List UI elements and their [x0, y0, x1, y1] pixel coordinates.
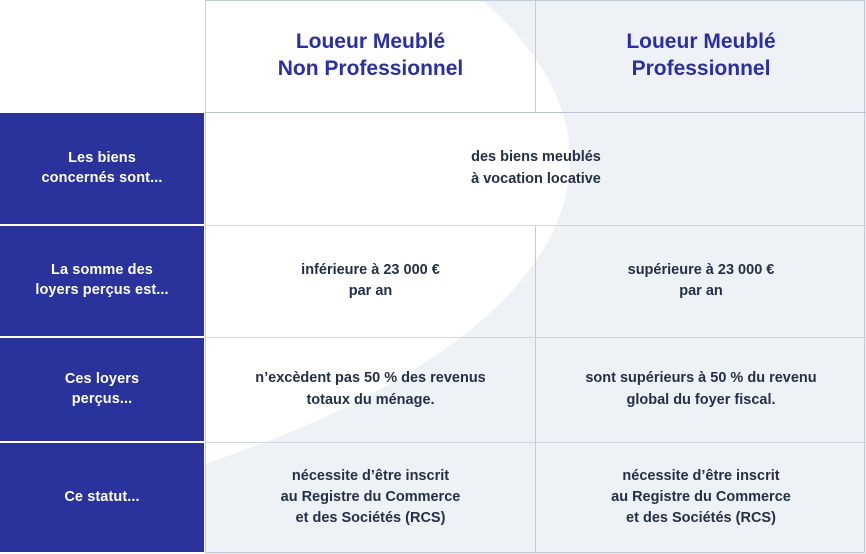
column-header-lmnp-line2: Non Professionnel	[277, 57, 464, 80]
cell-ce-statut-lmp-line1: nécessite d’être inscrit	[622, 467, 780, 484]
cell-somme-loyers-lmnp-line1: inférieure à 23 000 €	[301, 261, 440, 278]
row-label-somme-loyers-line1: La somme des	[51, 262, 153, 279]
cell-ce-statut-lmp-line2: au Registre du Commerce	[611, 488, 791, 505]
cell-ce-statut-lmnp-line3: et des Sociétés (RCS)	[295, 510, 446, 526]
row-label-ce-statut	[0, 443, 204, 552]
row-label-biens-concernes-line1: Les biens	[68, 149, 136, 166]
row-label-ces-loyers-line1: Ces loyers	[64, 370, 140, 387]
cell-somme-loyers-lmp-line1: supérieure à 23 000 €	[627, 261, 775, 278]
row-label-ces-loyers-line2: perçus...	[71, 390, 133, 407]
column-header-lmp-line2: Professionnel	[631, 57, 771, 80]
cell-ces-loyers-lmp-line2: global du foyer fiscal.	[626, 391, 776, 408]
cell-ce-statut-lmp	[536, 443, 866, 552]
row-label-biens-concernes-line2: concernés sont...	[41, 169, 163, 186]
cell-biens-concernes-merged	[206, 113, 866, 224]
row-label-ce-statut-line1: Ce statut...	[64, 488, 140, 505]
cell-ces-loyers-lmp-line1: sont supérieurs à 50 % du revenu	[585, 370, 817, 387]
cell-ce-statut-lmnp	[206, 443, 535, 552]
cell-ces-loyers-lmnp-line2: totaux du ménage.	[306, 391, 435, 408]
cell-somme-loyers-lmnp-line2: par an	[348, 283, 393, 299]
row-label-biens-concernes	[0, 113, 204, 224]
column-header-lmp-line1: Loueur Meublé	[626, 30, 776, 54]
cell-ces-loyers-lmp	[536, 338, 866, 441]
cell-ce-statut-lmp-line3: et des Sociétés (RCS)	[626, 510, 776, 526]
cell-ces-loyers-lmnp-line1: n’excèdent pas 50 % des revenus	[255, 370, 486, 387]
cell-somme-loyers-lmnp	[206, 226, 535, 336]
cell-biens-concernes-line2: à vocation locative	[471, 170, 601, 187]
row-label-ces-loyers	[0, 338, 204, 441]
row-label-somme-loyers-line2: loyers perçus est...	[35, 282, 169, 298]
cell-biens-concernes-line1: des biens meublés	[471, 149, 601, 166]
cell-somme-loyers-lmp-line2: par an	[679, 283, 723, 299]
cell-somme-loyers-lmp	[536, 226, 866, 336]
cell-ce-statut-lmnp-line2: au Registre du Commerce	[280, 488, 461, 505]
cell-ce-statut-lmnp-line1: nécessite d’être inscrit	[291, 467, 450, 484]
column-header-lmnp	[206, 0, 535, 112]
row-label-somme-loyers	[0, 226, 204, 336]
cell-ces-loyers-lmnp	[206, 338, 535, 441]
column-header-lmp	[536, 0, 866, 112]
column-header-lmnp-line1: Loueur Meublé	[295, 30, 446, 54]
